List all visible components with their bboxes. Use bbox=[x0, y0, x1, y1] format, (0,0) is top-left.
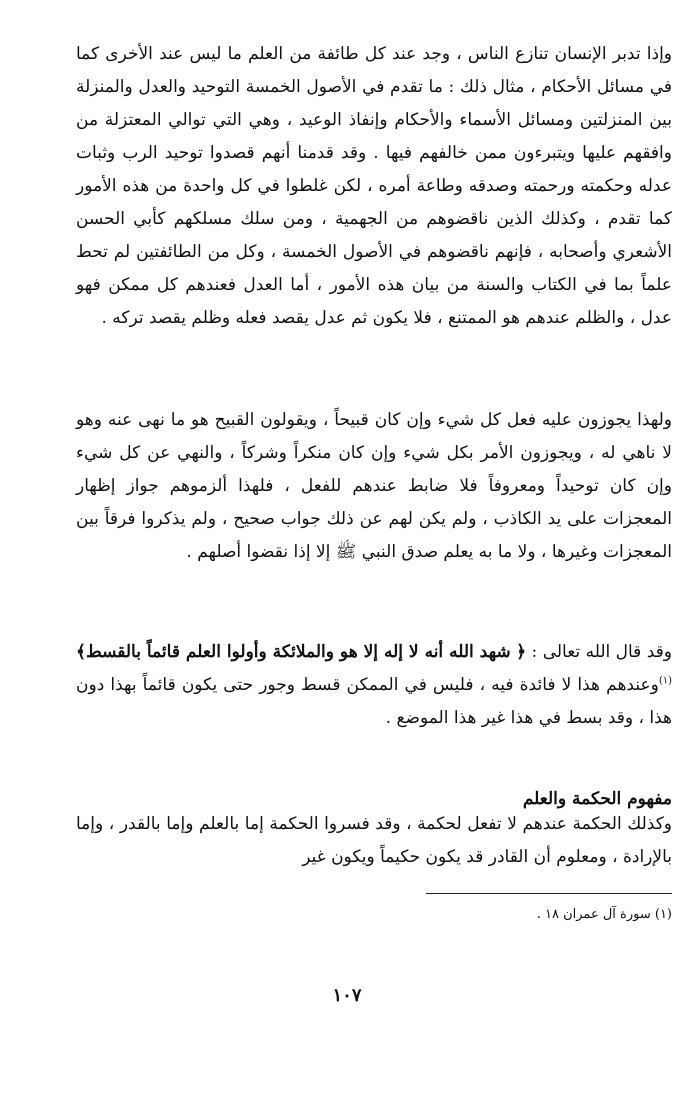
paragraph-2: ولهذا يجوزون عليه فعل كل شيء وإن كان قبيحاً ، ويقولون القبيح هو ما نهى عنه وهو لا ناهي له ، ويجوزون الأمر بكل شيء وإن كان منكراً وشركاً ، والنهي عن كل شيء وإن كان توحيداً ومعروفاً فلا ضابط عندهم للفعل ، فلهذا ألزموهم جواز إظهار المعجزات على يد الكاذب ، ولم يكن لهم عن ذلك جواب صحيح ، ولم يذكروا فرقاً بين المعجزات وغيرها ، ولا ما به يعلم صدق النبي ﷺ إلا إذا نقضوا أصلهم . bbox=[76, 410, 672, 562]
paragraph-4: وكذلك الحكمة عندهم لا تفعل لحكمة ، وقد فسروا الحكمة إما بالعلم وإما بالقدر ، وإما بالإرادة ، ومعلوم أن القادر قد يكون حكيماً ويكون غير bbox=[76, 814, 672, 867]
footnote-divider bbox=[426, 893, 672, 894]
verse-open-bracket: ﴿ bbox=[516, 642, 527, 662]
quran-verse: شهد الله أنه لا إله إلا هو والملائكة وأولوا العلم قائماً بالقسط bbox=[85, 642, 511, 662]
paragraph-1: وإذا تدبر الإنسان تنازع الناس ، وجد عند كل طائفة من العلم ما ليس عند الأخرى كما في مسائل الأحكام ، مثال ذلك : ما تقدم في الأصول الخمسة التوحيد والعدل والمنزلة بين المنزلتين ومسائل الأسماء والأحكام وإنفاذ الوعيد ، وهي التي توالي المعتزلة من وافقهم عليها ويتبرءون ممن خالفهم فيها . وقد قدمنا أنهم قصدوا توحيد الرب وثبات عدله وحكمته ورحمته وصدقه وطاعة أمره ، لكن غلطوا في كل واحدة من هذه الأمور كما تقدم ، وكذلك الذين ناقضوهم من الجهمية ، ومن سلك مسلكهم كأبي الحسن الأشعري وأصحابه ، فإنهم ناقضوهم في الأصول الخمسة ، وكل من الطائفتين لم تحط علماً بما في الكتاب والسنة من بيان هذه الأمور ، أما العدل فعندهم كل ممكن فهو عدل ، والظلم عندهم هو الممتنع ، فلا يكون ثم عدل يقصد فعله وظلم يقصد تركه . bbox=[76, 44, 672, 328]
verse-intro: وقد قال الله تعالى : bbox=[531, 642, 673, 662]
footnote-reference: (١) bbox=[658, 675, 672, 687]
section-heading: مفهوم الحكمة والعلم bbox=[522, 789, 672, 809]
paragraph-3 bbox=[76, 636, 672, 735]
paragraph-3-continuation: وعندهم هذا لا فائدة فيه ، فليس في الممكن قسط وجور حتى يكون قائماً بهذا دون هذا ، وقد بسط في هذا غير هذا الموضع . bbox=[76, 675, 672, 728]
page-number: ١٠٧ bbox=[332, 985, 362, 1006]
footnote: (١) سورة آل عمران ١٨ . bbox=[536, 907, 672, 922]
verse-close-bracket: ﴾ bbox=[76, 642, 86, 662]
